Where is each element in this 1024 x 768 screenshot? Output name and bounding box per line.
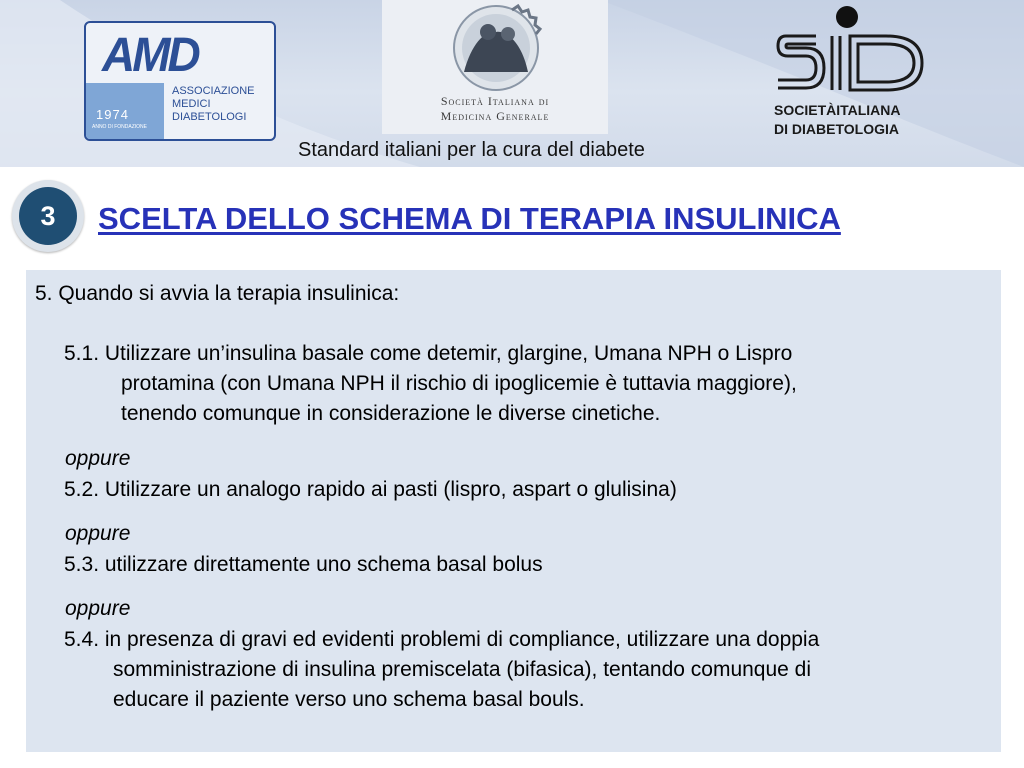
simg-logo: [382, 0, 608, 134]
simg-name-line-2: Medicina Generale: [440, 109, 550, 123]
item-5-4-line-1: 5.4. in presenza di gravi ed evidenti problemi di compliance, utilizzare una doppia: [64, 628, 820, 651]
slide-number-badge: [12, 180, 84, 252]
oppure-label: oppure: [65, 597, 131, 620]
slide-number: 3: [19, 187, 77, 245]
amd-logo-text: [172, 85, 255, 124]
intro-text: 5. Quando si avvia la terapia insulinica:: [35, 282, 400, 305]
item-5-1-line-2: protamina (con Umana NPH il rischio di ipoglicemie è tuttavia maggiore),: [121, 372, 797, 395]
sid-name-line-1: SOCIETÀITALIANA: [774, 102, 901, 118]
content-box: [26, 270, 1001, 752]
sid-name-line-2: DI DIABETOLOGIA: [774, 121, 899, 137]
sid-logo-dot: [836, 6, 858, 28]
oppure-label: oppure: [65, 522, 131, 545]
amd-logo: [84, 21, 274, 139]
oppure-label: oppure: [65, 447, 131, 470]
simg-emblem-icon: [442, 2, 550, 94]
item-5-4-line-2: somministrazione di insulina premiscelata (bifasica), tentando comunque di: [113, 658, 812, 681]
header-banner: [0, 0, 1024, 167]
item-5-3: 5.3. utilizzare direttamente uno schema basal bolus: [64, 553, 543, 576]
item-5-4-line-3: educare il paziente verso uno schema basal bouls.: [113, 688, 585, 711]
sid-logo: [774, 6, 934, 142]
item-5-2: 5.2. Utilizzare un analogo rapido ai pasti (lispro, aspart o glulisina): [64, 478, 677, 501]
amd-text-line: MEDICI: [172, 98, 211, 110]
sid-logo-mark-icon: [776, 32, 926, 94]
slide-title: SCELTA DELLO SCHEMA DI TERAPIA INSULINICA: [98, 201, 841, 236]
item-5-1-line-1: 5.1. Utilizzare un’insulina basale come detemir, glargine, Umana NPH o Lispro: [64, 342, 793, 365]
amd-text-line: DIABETOLOGI: [172, 111, 247, 123]
amd-founding-year: 1974: [96, 107, 129, 122]
amd-founding-caption: ANNO DI FONDAZIONE: [92, 124, 148, 130]
item-5-1-line-3: tenendo comunque in considerazione le diverse cinetiche.: [121, 402, 661, 425]
simg-name-line-1: Società Italiana di: [440, 94, 550, 108]
amd-text-line: ASSOCIAZIONE: [172, 85, 255, 97]
header-subtitle: Standard italiani per la cura del diabete: [298, 139, 645, 161]
amd-logo-mark: AMD: [102, 26, 198, 82]
amd-logo-frame: [84, 21, 276, 141]
